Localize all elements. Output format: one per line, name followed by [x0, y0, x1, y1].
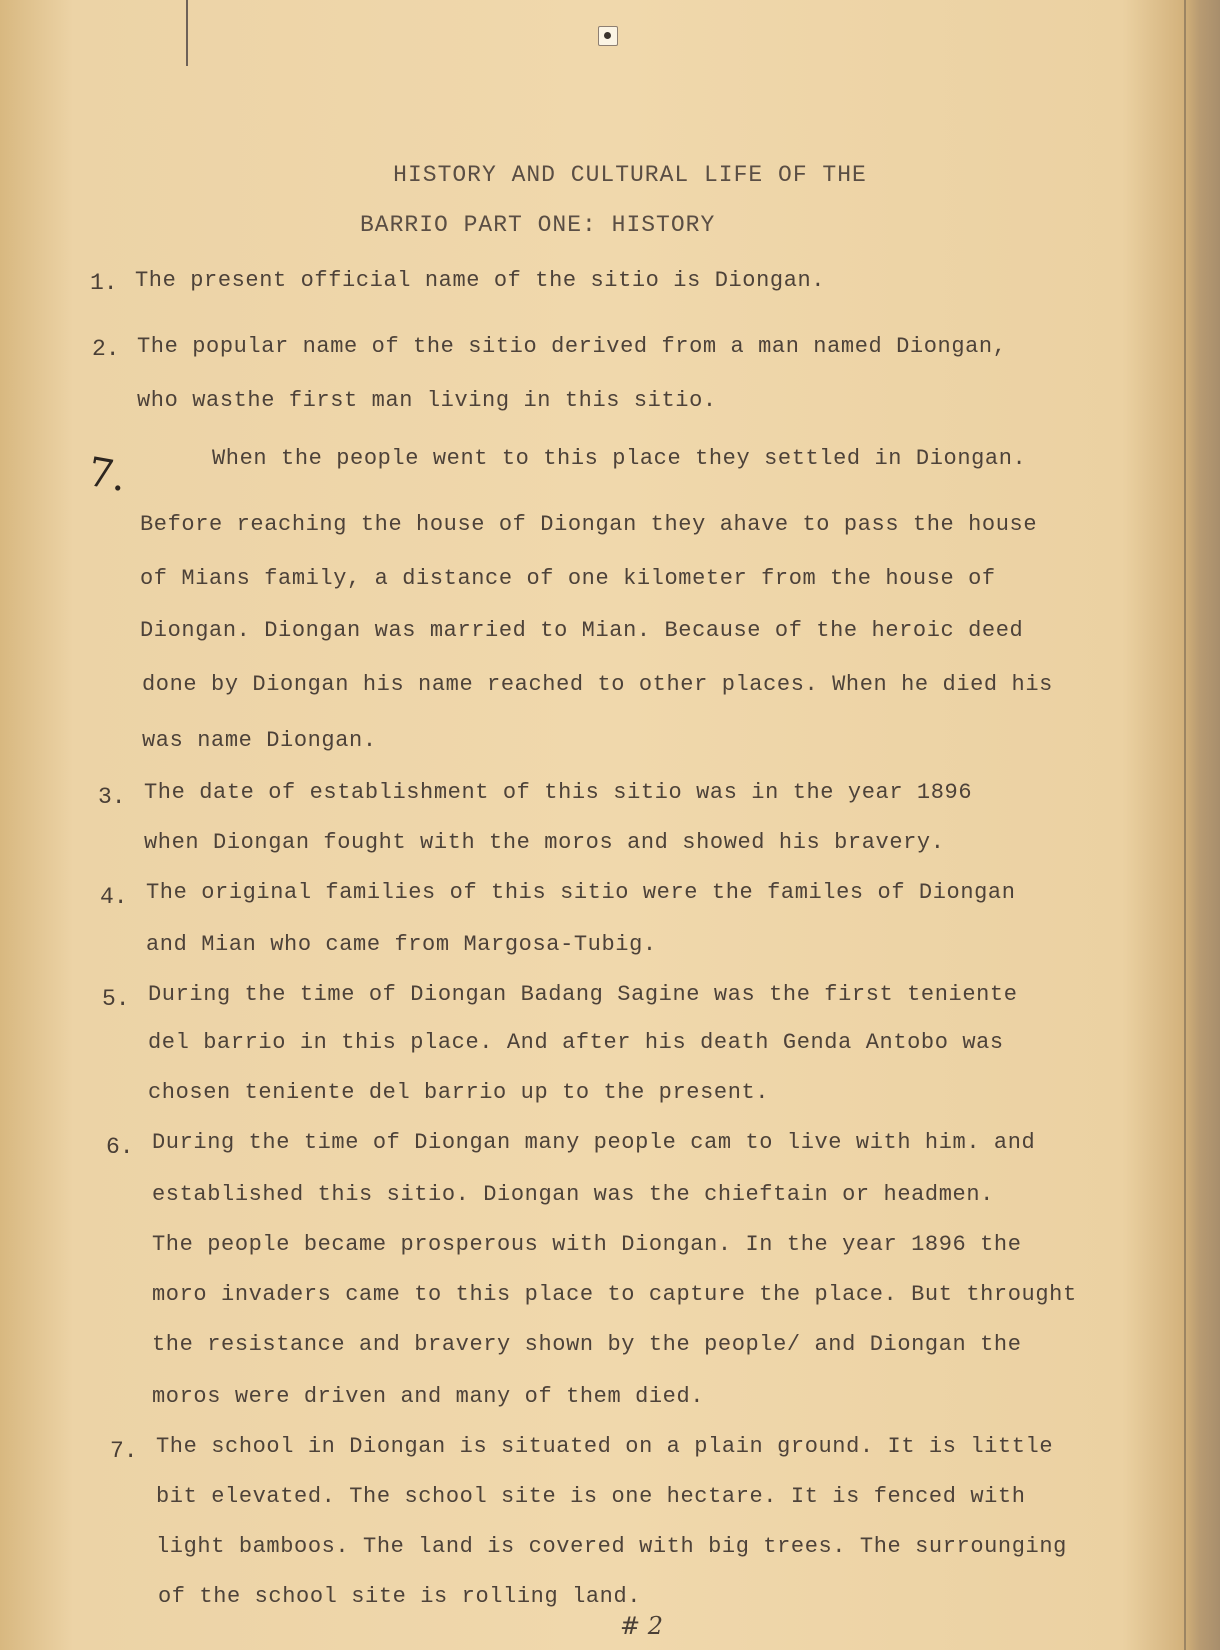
item-line: done by Diongan his name reached to other places. When he died his: [142, 672, 1053, 697]
item-line: who wasthe first man living in this sitio.: [137, 388, 717, 413]
item-line: During the time of Diongan Badang Sagine was the first teniente: [148, 982, 1018, 1007]
item-line: During the time of Diongan many people cam to live with him. and: [152, 1130, 1036, 1155]
item-line: del barrio in this place. And after his death Genda Antobo was: [148, 1030, 1004, 1055]
item-line: Before reaching the house of Diongan they ahave to pass the house: [140, 512, 1038, 537]
item-line: Diongan. Diongan was married to Mian. Because of the heroic deed: [140, 618, 1024, 643]
binder-ring-icon: [598, 26, 618, 46]
item-line: when Diongan fought with the moros and showed his bravery.: [144, 830, 945, 855]
handwritten-number: 7.: [84, 449, 130, 501]
item-number: 2.: [92, 336, 120, 362]
page-edge: [1184, 0, 1220, 1650]
item-line: chosen teniente del barrio up to the present.: [148, 1080, 770, 1105]
item-line: of Mians family, a distance of one kilometer from the house of: [140, 566, 996, 591]
item-number: 4.: [100, 884, 128, 910]
title-line-1: HISTORY AND CULTURAL LIFE OF THE: [393, 162, 867, 188]
item-line: The people became prosperous with Diongan. In the year 1896 the: [152, 1232, 1022, 1257]
item-line: The original families of this sitio were the familes of Diongan: [146, 880, 1016, 905]
item-line: and Mian who came from Margosa-Tubig.: [146, 932, 657, 957]
item-number: 5.: [102, 986, 130, 1012]
title-line-2: BARRIO PART ONE: HISTORY: [360, 212, 716, 238]
item-line: The school in Diongan is situated on a plain ground. It is little: [156, 1434, 1054, 1459]
item-line: moros were driven and many of them died.: [152, 1384, 705, 1409]
item-line: moro invaders came to this place to capture the place. But throught: [152, 1282, 1077, 1307]
item-number: 6.: [106, 1134, 134, 1160]
item-number: 1.: [90, 270, 118, 296]
item-line: of the school site is rolling land.: [158, 1584, 642, 1609]
item-line: The popular name of the sitio derived from a man named Diongan,: [137, 334, 1007, 359]
item-line: The present official name of the sitio is Diongan.: [135, 268, 826, 293]
pencil-mark: [186, 0, 188, 66]
item-line: bit elevated. The school site is one hectare. It is fenced with: [156, 1484, 1026, 1509]
item-line: light bamboos. The land is covered with big trees. The surrounging: [156, 1534, 1067, 1559]
item-line: the resistance and bravery shown by the people/ and Diongan the: [152, 1332, 1022, 1357]
item-line: The date of establishment of this sitio was in the year 1896: [144, 780, 973, 805]
item-line: was name Diongan.: [142, 728, 377, 753]
item-number: 3.: [98, 784, 126, 810]
item-line: When the people went to this place they settled in Diongan.: [212, 446, 1027, 471]
page-number: # 2: [620, 1612, 664, 1640]
item-number: 7.: [110, 1438, 138, 1464]
item-line: established this sitio. Diongan was the chieftain or headmen.: [152, 1182, 994, 1207]
